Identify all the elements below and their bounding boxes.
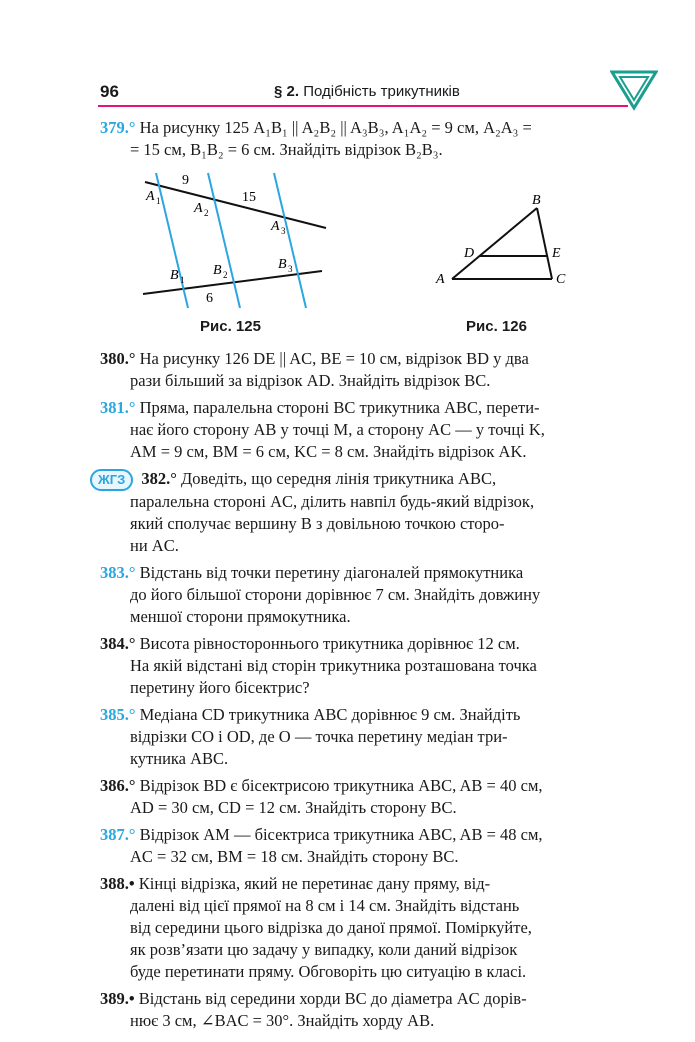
problem-382 [90, 468, 638, 557]
sub-2: 2 [223, 270, 228, 280]
problem-383 [100, 562, 638, 628]
label-B: B [532, 193, 541, 208]
problem-line: Кінці відрізка, який не перетинає дану пряму, від- [138, 874, 491, 893]
label-A: A [436, 272, 445, 287]
problems-list [100, 117, 638, 161]
page-header [100, 80, 660, 108]
problem-number: 387.° [100, 825, 136, 844]
problem-number: 381.° [100, 398, 136, 417]
problem-line: = 15 см, B₁B₂ = 6 см. Знайдіть відрізок B₂B₃. [130, 140, 443, 159]
problem-number: 388.• [100, 874, 135, 893]
label-A2: A [194, 201, 203, 216]
problem-line: який сполучає вершину B з довільною точкою сторо- [130, 514, 505, 533]
section-title [274, 83, 460, 100]
figure-125-caption: Рис. 125 [200, 318, 261, 335]
problem-line: Відстань від точки перетину діагоналей прямокутника [139, 563, 524, 582]
figure-125 [138, 168, 338, 308]
figure-126 [432, 190, 572, 290]
problem-line: На рисунку 126 DE || AC, BE = 10 см, відрізок BD у два [139, 349, 529, 368]
problem-number: 380.° [100, 349, 136, 368]
problem-number: 379.° [100, 118, 136, 137]
problem-line: Відрізок BD є бісектрисою трикутника ABC, AB = 40 см, [139, 776, 543, 795]
problem-line: Висота рівностороннього трикутника дорівнює 12 см. [139, 634, 520, 653]
problem-line: кутника ABC. [130, 749, 229, 768]
problem-line: AC = 32 см, BM = 18 см. Знайдіть сторону BC. [130, 847, 459, 866]
problem-387 [100, 824, 638, 868]
problem-line: буде перетинати пряму. Обговоріть цю ситуацію в класі. [130, 962, 527, 981]
problem-388 [100, 873, 638, 983]
problem-number: 382.° [141, 469, 177, 488]
problem-number: 384.° [100, 634, 136, 653]
problem-number: 389.• [100, 989, 135, 1008]
label-B2: B [213, 263, 222, 278]
problem-number: 386.° [100, 776, 136, 795]
problem-381 [100, 397, 638, 463]
problem-386 [100, 775, 638, 819]
problem-line: паралельна стороні AC, ділить навпіл будь-який відрізок, [130, 492, 535, 511]
section-prefix: § 2. [274, 83, 300, 100]
problem-line: до його більшої сторони дорівнює 7 см. Знайдіть довжину [130, 585, 541, 604]
problem-379 [100, 117, 638, 161]
problem-line: перетину його бісектрис? [130, 678, 310, 697]
problem-line: далені від цієї прямої на 8 см і 14 см. Знайдіть відстань [130, 896, 520, 915]
problem-number: 383.° [100, 563, 136, 582]
problem-line: меншої сторони прямокутника. [130, 607, 351, 626]
zhgz-badge: ЖГЗ [90, 469, 133, 491]
problem-line: відрізки CO і OD, де O — точка перетину медіан три- [130, 727, 508, 746]
sub-3: 3 [281, 226, 286, 236]
label-B3: B [278, 257, 287, 272]
header-divider [98, 105, 628, 107]
problem-380 [100, 348, 638, 392]
sub-2: 2 [204, 208, 209, 218]
problem-line: ни AC. [130, 536, 179, 555]
problem-389 [100, 988, 638, 1032]
problem-line: Медіана CD трикутника ABC дорівнює 9 см. Знайдіть [139, 705, 521, 724]
problem-number: 385.° [100, 705, 136, 724]
problem-385 [100, 704, 638, 770]
problem-line: Доведіть, що середня лінія трикутника ABC, [181, 469, 497, 488]
problem-line: від середини цього відрізка до даної прямої. Поміркуйте, [130, 918, 532, 937]
label-D: D [464, 246, 475, 261]
problem-line: як розв’язати цю задачу у випадку, коли даний відрізок [130, 940, 518, 959]
label-B1: B [170, 268, 179, 283]
sub-1: 1 [156, 196, 161, 206]
label-A1: A [146, 189, 155, 204]
problem-line: Пряма, паралельна стороні BC трикутника ABC, перети- [139, 398, 540, 417]
triangle-logo-icon [610, 68, 658, 112]
problem-line: AM = 9 см, BM = 6 см, KC = 8 см. Знайдіть відрізок AK. [130, 442, 527, 461]
problem-384 [100, 633, 638, 699]
problem-line: Відстань від середини хорди BC до діаметра AC дорів- [138, 989, 527, 1008]
problem-line: нає його сторону AB у точці M, а сторону AC — у точці K, [130, 420, 545, 439]
label-E: E [552, 246, 561, 261]
label-A3: A [271, 219, 280, 234]
label-C: C [556, 272, 566, 287]
figure-126-caption: Рис. 126 [466, 318, 527, 335]
sub-1: 1 [180, 275, 185, 285]
label-15: 15 [242, 190, 256, 205]
label-6: 6 [206, 291, 213, 306]
problem-line: На якій відстані від сторін трикутника розташована точка [130, 656, 537, 675]
page-number: 96 [100, 82, 119, 101]
problem-line: нює 3 см, ∠BAC = 30°. Знайдіть хорду AB. [130, 1011, 435, 1030]
label-9: 9 [182, 173, 189, 188]
problem-line: рази більший за відрізок AD. Знайдіть відрізок BC. [130, 371, 491, 390]
sub-3: 3 [288, 264, 293, 274]
problem-line: На рисунку 125 A₁B₁ || A₂B₂ || A₃B₃, A₁A₂ = 9 см, A₂A₃ = [139, 118, 532, 137]
problem-line: AD = 30 см, CD = 12 см. Знайдіть сторону BC. [130, 798, 457, 817]
problem-line: Відрізок AM — бісектриса трикутника ABC, AB = 48 см, [139, 825, 543, 844]
section-title-text: Подібність трикутників [303, 83, 460, 100]
problems-list-continued [100, 348, 638, 1037]
